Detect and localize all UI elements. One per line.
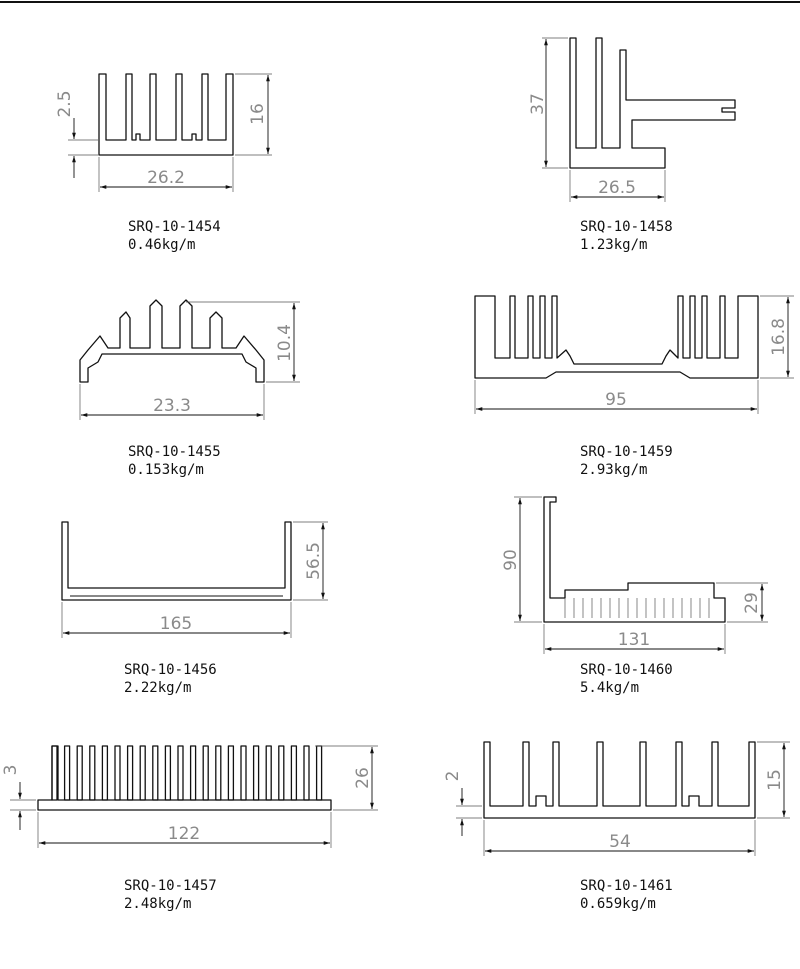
dimension-height-label-1455: 10.4 bbox=[275, 324, 295, 362]
fin-1457 bbox=[203, 746, 208, 800]
dimension-width-label-1454: 26.2 bbox=[147, 168, 185, 188]
profile-weight-1459: 2.93kg/m bbox=[580, 462, 648, 478]
profile-weight-1457: 2.48kg/m bbox=[124, 896, 192, 912]
fin-1457 bbox=[266, 746, 271, 800]
dimension-width-label-1457: 122 bbox=[167, 824, 201, 844]
dimension-height-label-1460: 90 bbox=[501, 549, 521, 571]
fin-1457 bbox=[165, 746, 170, 800]
fin-1457 bbox=[291, 746, 296, 800]
profile-outline-1458 bbox=[570, 38, 735, 168]
dimension-height-1461 bbox=[757, 742, 790, 818]
fin-1457 bbox=[304, 746, 309, 800]
profile-weight-1454: 0.46kg/m bbox=[128, 237, 196, 253]
profile-code-1459: SRQ-10-1459 bbox=[580, 444, 673, 460]
dimension-height-1460 bbox=[501, 497, 542, 622]
dimension-fin-height-1460 bbox=[716, 583, 768, 622]
dimension-width-label-1461: 54 bbox=[609, 832, 631, 852]
fin-1457 bbox=[153, 746, 158, 800]
dimension-base-label-1457: 3 bbox=[1, 764, 21, 776]
profile-code-1458: SRQ-10-1458 bbox=[580, 219, 673, 235]
profile-code-1461: SRQ-10-1461 bbox=[580, 878, 673, 894]
profile-weight-1460: 5.4kg/m bbox=[580, 680, 640, 696]
dimension-width-label-1460: 131 bbox=[617, 630, 651, 650]
profile-code-1457: SRQ-10-1457 bbox=[124, 878, 217, 894]
fin-1457 bbox=[228, 746, 233, 800]
dimension-width-1456 bbox=[62, 602, 291, 638]
dimension-base-1454 bbox=[55, 90, 98, 178]
dimension-height-1458 bbox=[528, 38, 568, 168]
dimension-width-1460 bbox=[544, 624, 725, 654]
fin-1457 bbox=[254, 746, 259, 800]
profile-srq-10-1455 bbox=[80, 300, 300, 478]
dimension-width-1459 bbox=[475, 380, 758, 414]
fin-1457 bbox=[65, 746, 70, 800]
dimension-height-label-1454: 16 bbox=[248, 103, 268, 125]
dimension-width-label-1458: 26.5 bbox=[598, 178, 636, 198]
dimension-height-label-1461: 15 bbox=[765, 769, 785, 791]
fin-1457 bbox=[241, 746, 246, 800]
profile-code-1455: SRQ-10-1455 bbox=[128, 444, 221, 460]
profile-weight-1458: 1.23kg/m bbox=[580, 237, 648, 253]
dimension-height-1455 bbox=[186, 302, 300, 382]
dimension-base-1457 bbox=[1, 765, 36, 830]
profile-outline-1461 bbox=[484, 742, 755, 818]
dimension-height-label-1459: 16.8 bbox=[769, 318, 789, 356]
dimension-width-label-1459: 95 bbox=[605, 390, 627, 410]
fin-1457 bbox=[216, 746, 221, 800]
profile-code-1454: SRQ-10-1454 bbox=[128, 219, 221, 235]
fin-row-1460 bbox=[565, 598, 709, 618]
dimension-width-1457 bbox=[38, 812, 331, 848]
fin-1457 bbox=[191, 746, 196, 800]
profile-weight-1455: 0.153kg/m bbox=[128, 462, 204, 478]
fin-1457 bbox=[128, 746, 133, 800]
dimension-height-1454 bbox=[235, 74, 272, 155]
dimension-width-label-1456: 165 bbox=[159, 614, 193, 634]
profile-srq-10-1459 bbox=[475, 296, 794, 478]
fin-1457 bbox=[90, 746, 95, 800]
profile-srq-10-1458 bbox=[528, 38, 735, 253]
profile-srq-10-1457 bbox=[1, 746, 378, 912]
dimension-width-1458 bbox=[570, 170, 665, 202]
dimension-base-label-1454: 2.5 bbox=[55, 90, 75, 118]
profile-outline-1455 bbox=[80, 300, 264, 382]
dimension-height-1456 bbox=[293, 522, 328, 600]
profile-weight-1461: 0.659kg/m bbox=[580, 896, 656, 912]
fin-1457 bbox=[115, 746, 120, 800]
dimension-width-1454 bbox=[99, 157, 233, 192]
profile-code-1460: SRQ-10-1460 bbox=[580, 662, 673, 678]
profile-srq-10-1461 bbox=[443, 742, 790, 912]
dimension-base-label-1461: 2 bbox=[443, 770, 463, 782]
fin-1457 bbox=[140, 746, 145, 800]
profile-srq-10-1460 bbox=[501, 497, 768, 696]
dimension-height-label-1457: 26 bbox=[353, 767, 373, 789]
profile-weight-1456: 2.22kg/m bbox=[124, 680, 192, 696]
dimension-fin-height-label-1460: 29 bbox=[742, 592, 762, 614]
dimension-width-label-1455: 23.3 bbox=[153, 396, 191, 416]
profile-outline-1460 bbox=[544, 497, 725, 622]
fin-row-1457 bbox=[52, 746, 322, 800]
profile-srq-10-1454 bbox=[55, 74, 272, 253]
dimension-width-1455 bbox=[80, 384, 264, 420]
profile-srq-10-1456 bbox=[62, 522, 328, 696]
dimension-base-1461 bbox=[443, 771, 482, 836]
fin-1457 bbox=[279, 746, 284, 800]
dimension-height-label-1456: 56.5 bbox=[304, 542, 324, 580]
fin-1457 bbox=[52, 746, 57, 800]
dimension-height-1459 bbox=[760, 296, 794, 378]
profile-code-1456: SRQ-10-1456 bbox=[124, 662, 217, 678]
dimension-height-label-1458: 37 bbox=[528, 93, 548, 115]
fin-1457 bbox=[178, 746, 183, 800]
profile-outline-1454 bbox=[99, 74, 233, 155]
fin-1457 bbox=[102, 746, 107, 800]
profile-outline-1456 bbox=[62, 522, 291, 600]
profile-outline-1459 bbox=[475, 296, 758, 378]
fin-1457 bbox=[317, 746, 322, 800]
dimension-width-1461 bbox=[484, 820, 755, 856]
fin-1457 bbox=[77, 746, 82, 800]
